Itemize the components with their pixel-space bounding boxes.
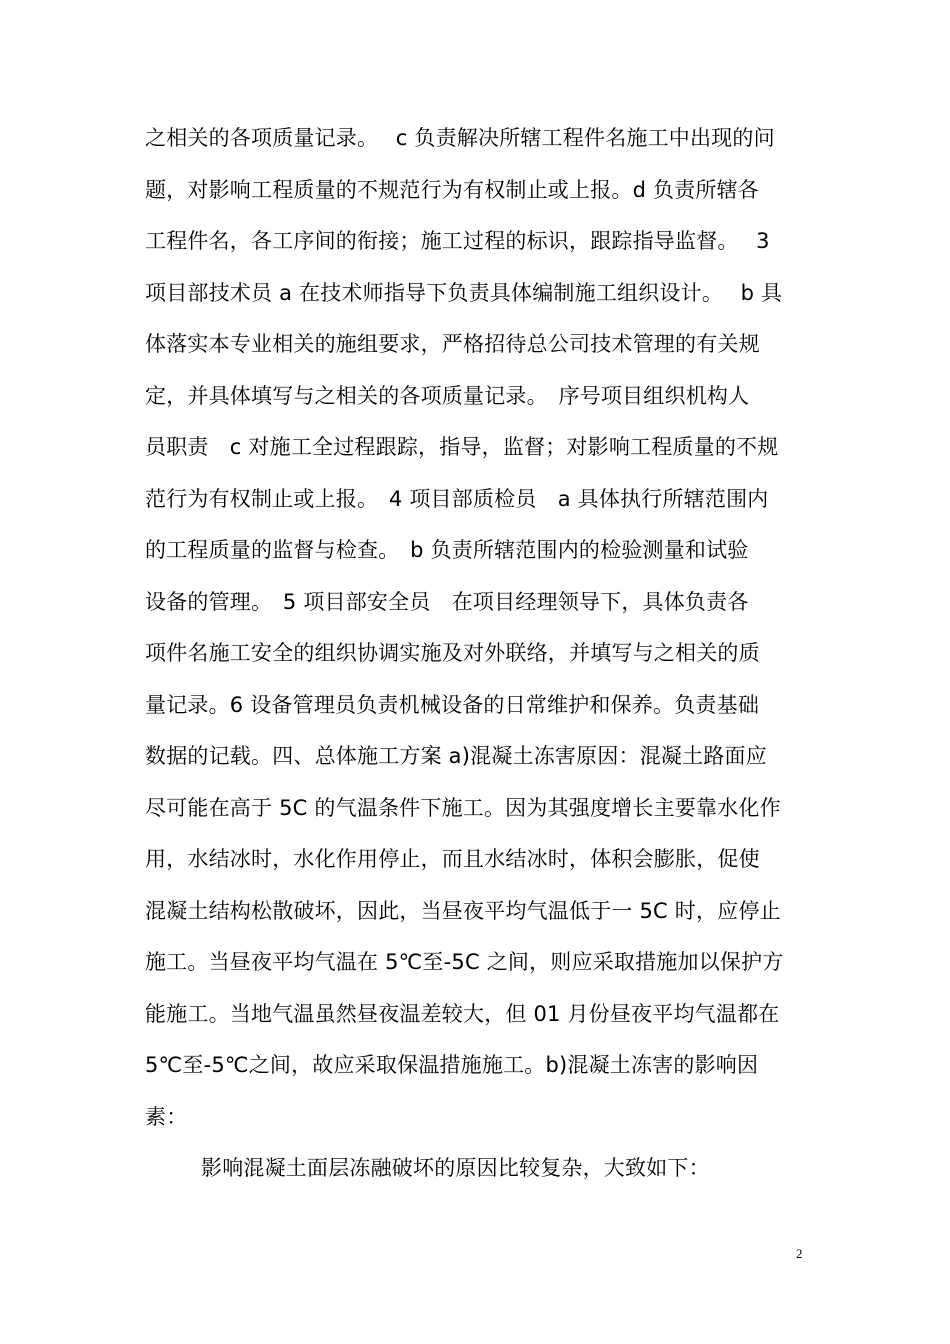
text-line-11: 项件名施工安全的组织协调实施及对外联络，并填写与之相关的质 (145, 641, 760, 665)
text-line-14: 尽可能在高于 5C 的气温条件下施工。因为其强度增长主要靠水化作 (145, 795, 781, 820)
text-line-8: 范行为有权制止或上报。 4 项目部质检员 a 具体执行所辖范围内 (145, 486, 769, 511)
text-line-9: 的工程质量的监督与检查。 b 负责所辖范围内的检验测量和试验 (145, 538, 749, 562)
text-line-18: 能施工。当地气温虽然昼夜温差较大，但 01 月份昼夜平均气温都在 (145, 1001, 780, 1026)
text-line-16: 混凝土结构松散破坏，因此，当昼夜平均气温低于一 5C 时，应停止 (145, 898, 781, 923)
text-line-15: 用，水结冰时，水化作用停止，而且水结冰时，体积会膨胀，促使 (145, 847, 760, 871)
text-line-17: 施工。当昼夜平均气温在 5℃至-5C 之间，则应采取措施加以保护方 (145, 950, 784, 974)
text-line-12: 量记录。6 设备管理员负责机械设备的日常维护和保养。负责基础 (145, 692, 760, 717)
body-text (145, 113, 810, 1195)
text-line-10: 设备的管理。 5 项目部安全员 在项目经理领导下，具体负责各 (145, 589, 749, 614)
text-line-20: 素： (145, 1104, 188, 1129)
text-line-3: 工程件名，各工序间的衔接；施工过程的标识，跟踪指导监督。 3 (145, 229, 770, 253)
text-line-6: 定，并具体填写与之相关的各项质量记录。 序号项目组织机构人 (145, 383, 750, 408)
text-line-4: 项目部技术员 a 在技术师指导下负责具体编制施工组织设计。 b 具 (145, 280, 783, 305)
text-line-19: 5℃至-5℃之间，故应采取保温措施施工。b)混凝土冻害的影响因 (145, 1053, 759, 1077)
final-paragraph: 影响混凝土面层冻融破坏的原因比较复杂，大致如下： (201, 1156, 710, 1180)
text-line-1: 之相关的各项质量记录。 c 负责解决所辖工程件名施工中出现的问 (145, 126, 775, 150)
text-line-7: 员职责 c 对施工全过程跟踪，指导，监督；对影响工程质量的不规 (145, 435, 779, 459)
page-number: 2 (796, 1246, 803, 1261)
text-line-5: 体落实本专业相关的施组要求，严格招待总公司技术管理的有关规 (145, 332, 760, 356)
text-line-13: 数据的记载。四、总体施工方案 a)混凝土冻害原因：混凝土路面应 (145, 744, 767, 768)
text-line-2: 题，对影响工程质量的不规范行为有权制止或上报。d 负责所辖各 (145, 177, 760, 202)
